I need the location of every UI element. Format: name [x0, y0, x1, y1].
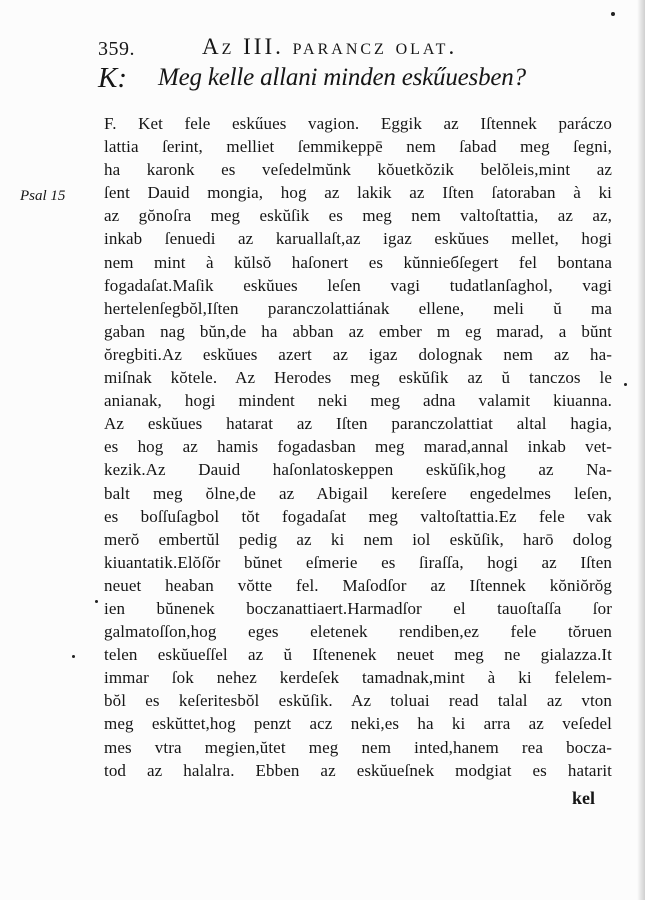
page-edge-shadow	[637, 0, 645, 900]
body-line: anianak, hogi mindent neki meg adna valamit kiuanna.	[104, 391, 612, 411]
ink-speck	[611, 12, 615, 16]
body-line: kiuantatik.Elŏſŏr bŭnet eſmerie es ſiraſſa, hogi az Iſten	[104, 552, 612, 572]
body-line: ſent Dauid mongia, hog az lakik az Iſten ſatoraban à ki	[104, 183, 612, 203]
body-line: az gŏnoſra meg eskŭſik es meg nem valtoſtattia, az az,	[104, 206, 612, 226]
running-head: Az III. parancz olat.	[202, 34, 458, 59]
body-line: es boſſuſagbol tŏt fogadaſat meg valtoſtattia.Ez fele vak	[104, 506, 612, 526]
body-line: immar ſok nehez kerdeſek tamadnak,mint à ki felelem-	[104, 668, 612, 688]
body-line: neuet heaban vŏtte fel. Maſodſor az Iſtennek kŏniŏrŏg	[104, 575, 612, 595]
body-line: galmatoſſon,hog eges eletenek rendiben,ez fele tŏruen	[104, 622, 612, 642]
body-line: hertelenſegbŏl,Iſten paranczolattiának ellene, meli ŭ ma	[104, 298, 612, 318]
body-line: miſnak kŏtele. Az Herodes meg eskŭſik az ŭ tanczos le	[104, 368, 612, 388]
body-line: tod az halalra. Ebben az eskŭueſnek modgiat es hatarit	[104, 760, 612, 780]
body-line: Az eskŭues hatarat az Iſten paranczolattiat altal hagia,	[104, 414, 612, 434]
body-line: inkab ſenuedi az karuallaſt,az igaz eskŭues mellet, hogi	[104, 229, 612, 249]
body-line: ien bŭnenek boczanattiaert.Harmadſor el tauoſtaſſa ſor	[104, 598, 612, 618]
body-line: balt meg ŏlne,de az Abigail kereſere engedelmes leſen,	[104, 483, 612, 503]
body-line: ŏregbiti.Az eskŭues azert az igaz dolognak nem az ha-	[104, 344, 612, 364]
body-line: meg eskŭttet,hog penzt acz neki,es ha ki arra az veſedel	[104, 714, 612, 734]
ink-speck	[95, 600, 98, 603]
body-line: bŏl es keſeritesbŏl eskŭſik. Az toluai read talal az vton	[104, 691, 612, 711]
question-text: Meg kelle allani minden eskűuesben?	[158, 64, 526, 91]
body-line: telen eskŭueſſel az ŭ Iſtenenek neuet meg ne gialazza.It	[104, 645, 612, 665]
answer-body	[104, 112, 612, 782]
ink-speck	[72, 655, 75, 658]
page-header	[98, 34, 618, 60]
body-line: gaban nag bŭn,de ha abban az ember m eg marad, a bŭnt	[104, 321, 612, 341]
catchword: kel	[572, 788, 596, 808]
body-line: kezik.Az Dauid haſonlatoskeppen eskŭſik,hog az Na-	[104, 460, 612, 480]
body-line: F. Ket fele eskűues vagion. Eggik az Iſtennek paráczo	[104, 114, 612, 133]
ink-speck	[624, 383, 627, 386]
margin-note: Psal 15	[20, 188, 66, 204]
body-line: mes vtra megien,ŭtet meg nem inted,hanem rea bocza-	[104, 737, 612, 757]
body-line: fogadaſat.Maſik eskŭues leſen vagi tudatlanſaghol, vagi	[104, 275, 612, 295]
body-line: lattia ſerint, melliet ſemmikeppē nem ſabad meg ſegni,	[104, 137, 612, 157]
question-label: K:	[98, 62, 127, 94]
body-line: ha karonk es veſedelmŭnk kŏuetkŏzik belŏleis,mint az	[104, 160, 612, 180]
body-line: merŏ embertŭl pedig az ki nem iol eskŭſik, harō dolog	[104, 529, 612, 549]
page-number: 359.	[98, 38, 135, 60]
body-line: nem mint à kŭlsŏ haſonert es kŭnnieбſegert fel bontana	[104, 252, 612, 272]
body-line: es hog az hamis fogadasban meg marad,annal inkab vet-	[104, 437, 612, 457]
